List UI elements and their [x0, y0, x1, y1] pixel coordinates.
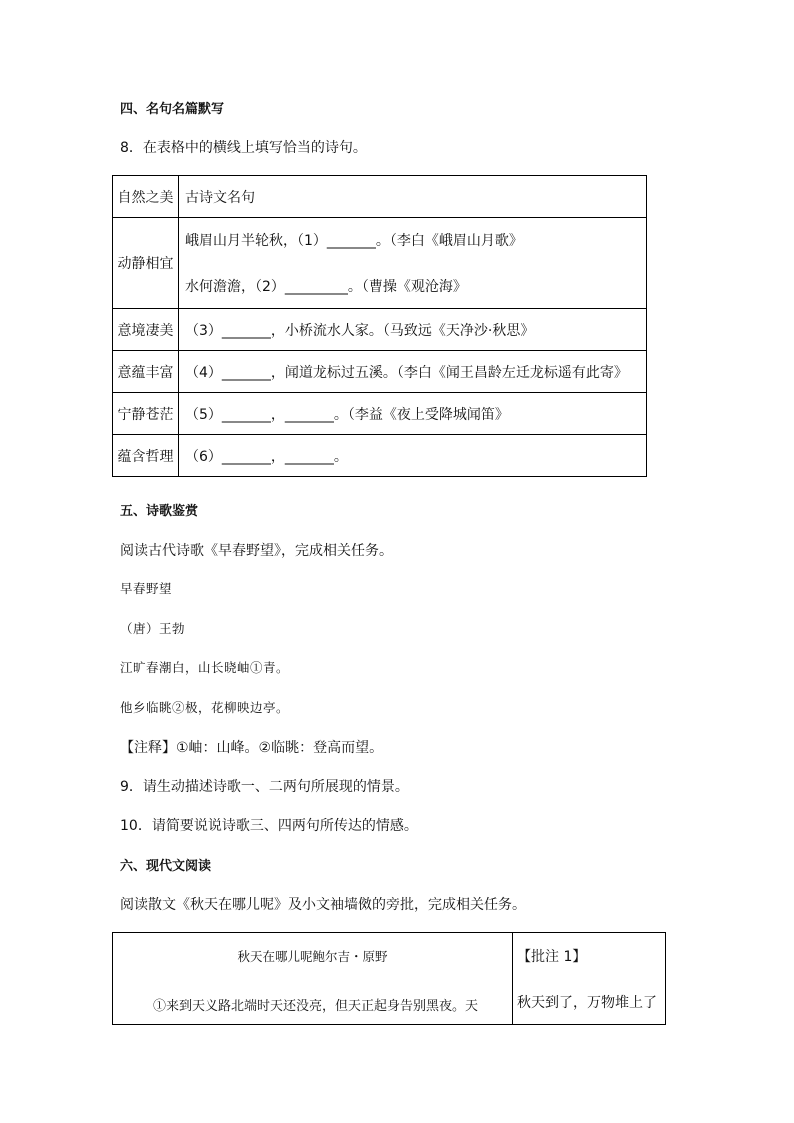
annotation-cell	[513, 933, 666, 1025]
poem-author: （唐）王勃	[120, 621, 186, 636]
prose-title: 秋天在哪儿呢鲍尔吉・原野	[237, 949, 388, 964]
row-content: （6）_______，_______。	[179, 435, 647, 477]
section-5-intro: 阅读古代诗歌《早春野望》，完成相关任务。	[120, 543, 393, 559]
row-content	[179, 218, 647, 309]
row-content: （4）_______，闻道龙标过五溪。（李白《闻王昌龄左迁龙标遥有此寄》	[179, 351, 647, 393]
section-6-intro: 阅读散文《秋天在哪儿呢》及小文袖墙傚的旁批，完成相关任务。	[120, 897, 526, 913]
poem-line-1: 江旷春潮白，山长晓岫①青。	[120, 660, 290, 675]
row-label: 动静相宜	[113, 218, 179, 309]
row-label: 宁静苍茫	[113, 393, 179, 435]
table-row	[113, 309, 647, 351]
section-4-heading: 四、名句名篇默写	[120, 102, 225, 117]
table-row	[113, 393, 647, 435]
poem-notes: 【注释】①岫：山峰。②临眺：登高而望。	[120, 740, 384, 756]
prose-cell	[113, 933, 513, 1025]
row-line: 水何澹澹，（2）_________。（曹操《观沧海》	[185, 279, 467, 295]
row-content: （3）_______，小桥流水人家。（马致远《天净沙·秋思》	[179, 309, 647, 351]
table-row	[113, 435, 647, 477]
prose-annotation-table	[112, 932, 666, 1025]
annotation-label: 【批注 1】	[517, 949, 587, 965]
table-header-row	[113, 176, 647, 218]
prose-paragraph-1: ①来到天义路北端时天还没亮，但天正起身告别黑夜。天	[153, 999, 479, 1014]
row-label: 蕴含哲理	[113, 435, 179, 477]
row-label: 意蕴丰富	[113, 351, 179, 393]
question-8: 8．在表格中的横线上填写恰当的诗句。	[120, 140, 367, 156]
section-5-heading: 五、诗歌鉴赏	[120, 504, 199, 519]
table-header-category: 自然之美	[113, 176, 179, 218]
poetry-fill-table	[112, 175, 647, 477]
poem-line-2: 他乡临眺②极，花柳映边亭。	[120, 700, 290, 715]
table-header-lines: 古诗文名句	[179, 176, 647, 218]
annotation-text: 秋天到了，万物堆上了	[517, 995, 657, 1011]
question-10: 10．请简要说说诗歌三、四两句所传达的情感。	[120, 818, 418, 834]
row-label: 意境凄美	[113, 309, 179, 351]
table-row	[113, 218, 647, 309]
table-row	[113, 351, 647, 393]
poem-title: 早春野望	[120, 581, 173, 596]
question-9: 9．请生动描述诗歌一、二两句所展现的情景。	[120, 779, 409, 795]
section-6-heading: 六、现代文阅读	[120, 859, 212, 874]
row-line: 峨眉山月半轮秋，（1）_______。（李白《峨眉山月歌》	[185, 233, 523, 249]
row-content: （5）_______，_______。（李益《夜上受降城闻笛》	[179, 393, 647, 435]
